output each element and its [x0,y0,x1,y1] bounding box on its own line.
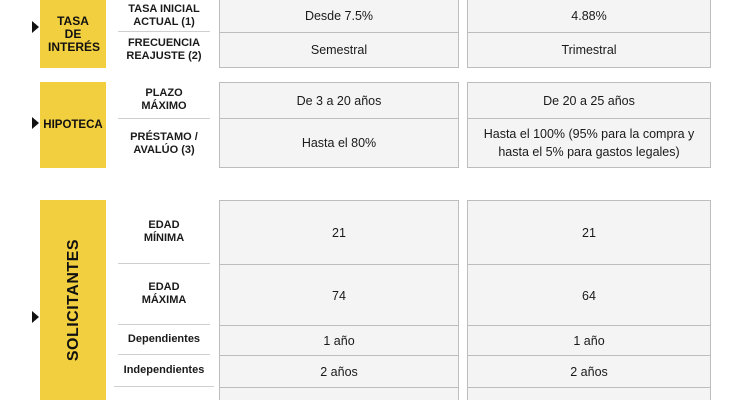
cell-dependientes-col2: 1 año [467,325,711,356]
row-label-edad-maxima: EDAD MÁXIMA [118,264,210,325]
row-pointer-arrow-icon [32,117,39,129]
section-label-hipoteca-text: HIPOTECA [43,118,103,131]
cell-plazo-col2: De 20 a 25 años [467,82,711,119]
cell-edad-maxima-col2: 64 [467,264,711,326]
cell-partial-col1 [219,387,459,400]
row-label-plazo: PLAZO MÁXIMO [118,82,210,119]
cell-independientes-col1: 2 años [219,355,459,388]
section-label-solicitantes-text: SOLICITANTES [64,238,82,362]
cell-plazo-col1: De 3 a 20 años [219,82,459,119]
row-label-independientes: Independientes [114,355,214,387]
section-label-tasa [40,0,106,68]
cell-prestamo-col1: Hasta el 80% [219,118,459,168]
row-label-tasa-inicial: TASA INICIAL ACTUAL (1) [118,0,210,32]
cell-frecuencia-col1: Semestral [219,32,459,68]
section-label-tasa-text: TASA DE INTERÉS [48,13,101,54]
cell-tasa-inicial-col2: 4.88% [467,0,711,33]
row-label-dependientes: Dependientes [118,325,210,355]
cell-tasa-inicial-col1: Desde 7.5% [219,0,459,33]
cell-edad-maxima-col1: 74 [219,264,459,326]
row-label-prestamo: PRÉSTAMO / AVALÚO (3) [130,130,198,156]
row-label-frecuencia: FRECUENCIA REAJUSTE (2) [126,37,202,62]
row-pointer-arrow-icon [32,21,39,33]
cell-dependientes-col1: 1 año [219,325,459,356]
cell-frecuencia-col2: Trimestral [467,32,711,68]
row-pointer-arrow-icon [32,311,39,323]
cell-independientes-col2: 2 años [467,355,711,388]
section-label-hipoteca [40,82,106,168]
row-label-partial [118,387,210,400]
section-label-solicitantes [40,200,106,400]
cell-partial-col2 [467,387,711,400]
cell-prestamo-col2: Hasta el 100% (95% para la compra y hasta el 5% para gastos legales) [467,118,711,168]
row-label-edad-minima: EDAD MÍNIMA [118,200,210,264]
cell-edad-minima-col1: 21 [219,200,459,265]
cell-edad-minima-col2: 21 [467,200,711,265]
